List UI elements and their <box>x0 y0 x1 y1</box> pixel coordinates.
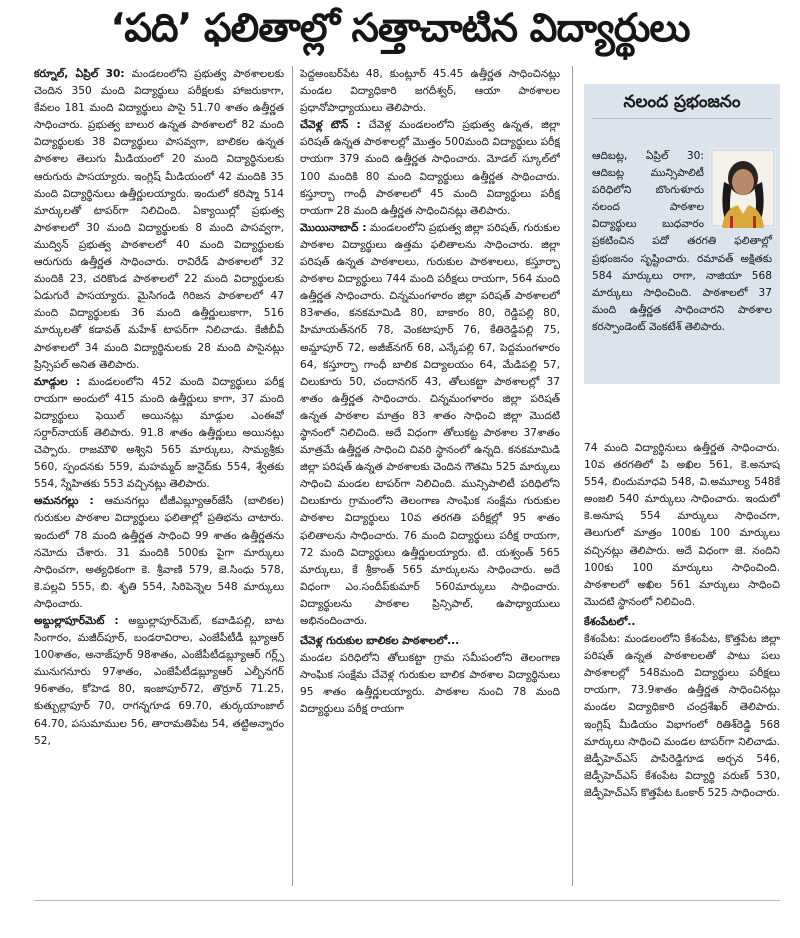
paragraph <box>300 117 560 220</box>
sidebar-title: నలంద ప్రభంజనం <box>623 92 741 112</box>
subhead-abdullapurmet: అబ్దుల్లాపూర్‌మెట్ : <box>34 615 119 627</box>
article-column-1 <box>34 66 284 886</box>
article-column-3 <box>584 440 780 886</box>
paragraph <box>34 374 284 494</box>
sidebar-text: ఆదిబట్ల, ఏప్రిల్ 30: ఆదిబట్ల మున్సిపాలిటీ పరిధిలోని బొంగుళూరు నలంద పాఠశాల విద్యార్థులు బుధవారం ప్రకటించిన పదో తరగతి ఫలితాల్లో ప్రభంజనం సృష్టించారు. రమావత్ అక్షితకు 584 మార్కులు రాగా, నాజియా 568 మార్కులు సాధించింది. పాఠశాలలో 37 మంది ఉత్తీర్ణత సాధించారని పాఠశాల కరస్పాండెంట్ వెంకటేశ్ తెలిపారు. <box>592 150 772 333</box>
body-text: మండలంలోని 452 మంది విద్యార్థులు పరీక్ష రాయగా అందులో 415 మంది ఉత్తీర్ణులు కాగా, 37 మంది విద్యార్థులు ఫెయిల్ అయినట్లు మాడ్గుల ఎంఈవో సర్దార్‌నాయక్ తెలిపారు. 91.8 శాతం ఉత్తీర్ణులు అయినట్లు చెప్పారు. రాజమౌళి అశ్విని 565 మార్కులు, సామ్యశ్రీకు 560, స్పందనకు 559, మహమ్మద్ జునైద్‌కు 554, శ్వేతకు 554, స్నేహితకు 553 వచ్చినట్లు తెలిపారు. <box>34 375 284 491</box>
paragraph: పెద్దఅంబర్‌పేట 48, కుంట్లూర్ 45.45 ఉత్తీర్ణత సాధించినట్లు మండల విద్యాధికారి జగదీశ్వర్, ఆయా పాఠశాలల ప్రధానోపాధ్యాయులు తెలిపారు. <box>300 68 560 115</box>
subhead-madgula: మాడ్గుల : <box>34 375 81 388</box>
bottom-rule <box>34 900 780 901</box>
body-text: చేవెళ్ల మండలంలోని ప్రభుత్వ ఉన్నత, జిల్లా పరిషత్ ఉన్నత పాఠశాలల్లో మొత్తం 500మంది విద్యార్థులు పరీక్ష రాయగా 379 మంది ఉత్తీర్ణత సాధించారు. మోడల్ స్కూల్‌లో 100 మందికి 80 మంది విద్యార్థులు ఉత్తీర్ణత సాధించారు. కస్తూర్బా గాంధీ పాఠశాలలో 45 మంది విద్యార్థులు పరీక్ష రాయగా 28 మంది ఉత్తీర్ణత సాధించినట్లు తెలిపారు. <box>300 119 560 217</box>
article-column-2 <box>300 66 560 886</box>
body-text: మండలంలోని ప్రభుత్వ జిల్లా పరిషత్, గురుకుల పాఠశాల విద్యార్థులు ఉత్తమ ఫలితాలను సాధించారు. జిల్లా పరిషత్ ఉన్నత పాఠశాలలు, గురుకుల పాఠశాలలు, కస్తూర్బా పాఠశాల విద్యార్థులు 744 మంది పరీక్షలు రాయగా, 564 మంది ఉత్తీర్ణత సాధించారు. చిన్నమంగళారం జిల్లా పరిషత్ పాఠశాలలో 83శాతం, కనకమామిడి 80, బాకారం 80, రెడ్డిపల్లి 80, హిమాయత్‌నగర్ 78, వెంకటాపూర్ 76, కేతిరెడ్డిపల్లి 75, అమ్డాపూర్ 72, అజీజ్‌నగర్ 68, ఎన్కేపల్లి 67, పెద్దమంగళారం 64, కస్తూర్బా గాంధీ బాలిక విద్యాలయం 64, మేడిపల్లి 57, చిలుకూరు 50, చందానగర్ 43, తోలుకట్టా పాఠశాలల్లో 37 శాతం ఉత్తీర్ణత సాధించారు. చిన్నమంగళారం జిల్లా పరిషత్ ఉన్నత పాఠశాల మాత్రం 83 శాతం సాధించి జిల్లా మొదటి స్థానంలో నిలిచింది. అదే విధంగా తోలుకట్ట పాఠశాల 37శాతం మాత్రమే ఉత్తీర్ణత సాధించి చివరి స్థానంలో ఉన్నది. కనకమామిడి జిల్లా పరిషత్ ఉన్నత పాఠశాలకు చెందిన గౌతమి 525 మార్కులు సాధించి మండల టాపర్‌గా నిలిచింది. మున్సిపాలిటీ పరిధిలోని చిలుకూరు గ్రామంలోని తెలంగాణ సాంఘిక సంక్షేమ గురుకుల పాఠశాల విద్యార్థులు 10వ తరగతి పరీక్షల్లో 95 శాతం ఫలితాలను సాధించారు. 76 మంది విద్యార్థులు పరీక్ష రాయగా, 72 మంది విద్యార్థులు ఉత్తీర్ణులయ్యారు. టి. యశ్వంత్ 565 మార్కులు, కే శ్రీకాంత్ 565 మార్కులను సాధించారు. అదే విధంగా ఎం.సందీప్‌కుమార్ 560మార్కులు సాధించారు. విద్యార్థులను పాఠశాల ప్రిన్సిపాల్, ఉపాధ్యాయులు అభినందించారు. <box>300 221 560 627</box>
subhead-keshampet: కేశంపేటలో.. <box>584 615 636 628</box>
paragraph: కేశంపేట: మండలంలోని కేశంపేట, కొత్తపేట జిల్లా పరిషత్ ఉన్నత పాఠశాలలతో పాటు పలు పాఠశాలల్లో 548మంది విద్యార్థులు పరీక్షలు రాయగా, 73.9శాతం ఉత్తీర్ణత సాధించినట్లు మండల విద్యాధికారి చంద్రశేఖర్ తెలిపారు. ఇంగ్లిష్ మీడియం విభాగంలో రితిశ్‌రెడ్డి 568 మార్కులు సాధించి మండల టాపర్‌గా నిలిచాడు. జెడ్పీహెచ్‌ఎస్ పాపిరెడ్డిగూడ అర్చన 546, జెడ్పీహెచ్‌ఎస్ కేశంపేట విద్యార్థి వరుణ్ 530, జెడ్పీహెచ్‌ఎస్ కొత్తపేట ఓంకార్ 525 సాధించారు. <box>584 633 780 799</box>
body-text: మండలంలోని ప్రభుత్వ పాఠశాలలకు చెందిన 350 మంది విద్యార్థులు పరీక్షలకు హాజరుకాగా, కేవలం 181 మంది విద్యార్థులు పాసై 51.70 శాతం ఉత్తీర్ణత సాధించారు. ప్రభుత్వ బాలుర ఉన్నత పాఠశాలలో 82 మంది విద్యార్థులకు 38 విద్యార్థులు పాసవ్వగా, బాలికల ఉన్నత పాఠశాల తెలుగు మీడియంలో 20 మంది విద్యార్థినులకు ఆరుగురు పాసయ్యారు. ఇంగ్లిష్ మీడియంలో 42 మందికి 35 మంది విద్యార్థినులు ఉత్తీర్ణులయ్యారు. ఇందులో కరిష్మా 514 మార్కులతో టాపర్‌గా నిలిచింది. ఏక్యాయిల్లో ప్రభుత్వ పాఠశాలలో 30 మంది విద్యార్థులకు 8 మంది పాసవ్వగా, ముద్విన్ ప్రభుత్వ పాఠశాలలో 40 మంది విద్యార్థులకు ఆరుగురు ఉత్తీర్ణత సాధించారు. రావిరేడ్ పాఠశాలలో 32 మందికి 23, చరికొండ పాఠశాలలో 22 మంది విద్యార్థులకు ఏడుగురే పాసయ్యారు. మైసిగండి గిరిజన పాఠశాలలో 47 మంది విద్యార్థులకు 36 మంది ఉత్తీర్ణులుకాగా, 516 మార్కులతో కడావత్ మహేశ్ టాపర్‌గా నిలిచాడు. కేజీబీవీ పాఠశాలలో 34 మంది విద్యార్థినులకు 28 మంది పాసైనట్లు ప్రిన్సిపల్ అనిత తెలిపారు. <box>34 68 284 371</box>
column-divider <box>292 66 293 886</box>
student-photo <box>710 148 776 228</box>
paragraph <box>300 220 560 630</box>
subhead-moinabad: మొయినాబాద్ : <box>300 221 367 234</box>
sidebar-box <box>584 84 780 384</box>
sidebar-text-wrap <box>592 148 772 336</box>
paragraph: 74 మంది విద్యార్థినులు ఉత్తీర్ణత సాధించారు. 10వ తరగతిలో పి అఖిల 561, కె.అనూష 554, బిందుమాధవి 548, వి.అమూల్య 548కే అంజలి 540 మార్కులు సాధించారు. ఇందులో కె.అనూష 554 మార్కులు సాధించగా, తెలుగులో మాత్రం 100కు 100 మార్కులు వచ్చినట్లు తెలిపారు. అదే విధంగా జె. నందిని 100కు 100 మార్కులు సాధించింది. పాఠశాలలో అఖిల 561 మార్కులు సాధించి మొదటి స్థానంలో నిలిచింది. <box>584 442 780 608</box>
subhead-amangal: ఆమనగల్లు : <box>34 495 94 508</box>
body-text: ఆమనగల్లు టీజీఎబ్ల్యూఆర్‌జేసీ (బాలికల) గురుకుల పాఠశాల విద్యార్థులు ఫలితాల్లో ప్రతిభను చాటారు. ఇందులో 78 మంది ఉత్తీర్ణత సాధించి 99 శాతం ఉత్తీర్ణతను నమోదు చేశారు. 31 మందికి 500కు పైగా మార్కులు సాధించగా, అత్యధికంగా కె. శ్రీవాణి 579, జె.సింధు 578, కె.పల్లవి 555, బి. శృతి 554, సిరిపెన్నెల 548 మార్కులు సాధించారు. <box>34 495 284 610</box>
subhead-chevella: చేవెళ్ల టౌన్ : <box>300 119 361 132</box>
paragraph <box>34 493 284 613</box>
column-divider <box>572 66 573 886</box>
paragraph <box>34 66 284 374</box>
paragraph: మండల పరిధిలోని తోలుకట్టా గ్రామ సమీపంలోని తెలంగాణ సాంఘిక సంక్షేమ చేవెళ్ల గురుకుల బాలిక పాఠశాల విద్యార్థినులు 95 శాతం ఉత్తీర్ణులయ్యారు. పాఠశాల నుంచి 78 మంది విద్యార్థులు పరీక్ష రాయగా <box>300 652 560 716</box>
dateline: కర్నూల్, ఏప్రిల్ 30: <box>34 68 125 80</box>
paragraph <box>34 613 284 750</box>
headline: ‘పది’ ఫలితాల్లో సత్తాచాటిన విద్యార్థులు <box>110 6 690 51</box>
sidebar-divider <box>592 118 772 119</box>
subhead-gurukul-girls: చేవెళ్ల గురుకుల బాలికల పాఠశాలలో... <box>300 635 460 648</box>
body-text: అబ్దుల్లాపూర్‌మెట్, కవాడిపల్లి, బాట సింగారం, మజీద్‌పూర్, బండరావిరాల, ఎంజేపీటీడీ బ్ల్యూఆర్ 100శాతం, అనాజ్‌పూర్ 98శాతం, ఎంజేపీటీడబ్ల్యూఆర్ గర్ల్స్ మునుగనూరు 97శాతం, ఎంజేపీటీడబ్ల్యూఆర్ ఎల్బీనగర్ 96శాతం, కోహెడ 80, ఇంజాపూర్72, తొర్రూర్ 71.25, కుత్బుల్లాపూర్ 70, రాగన్నగూడ 69.70, తుర్కయాంజాల్ 64.70, పసుమాముల 56, తారామతిపేట 54, తట్టిఅన్నారం 52, <box>34 615 284 747</box>
